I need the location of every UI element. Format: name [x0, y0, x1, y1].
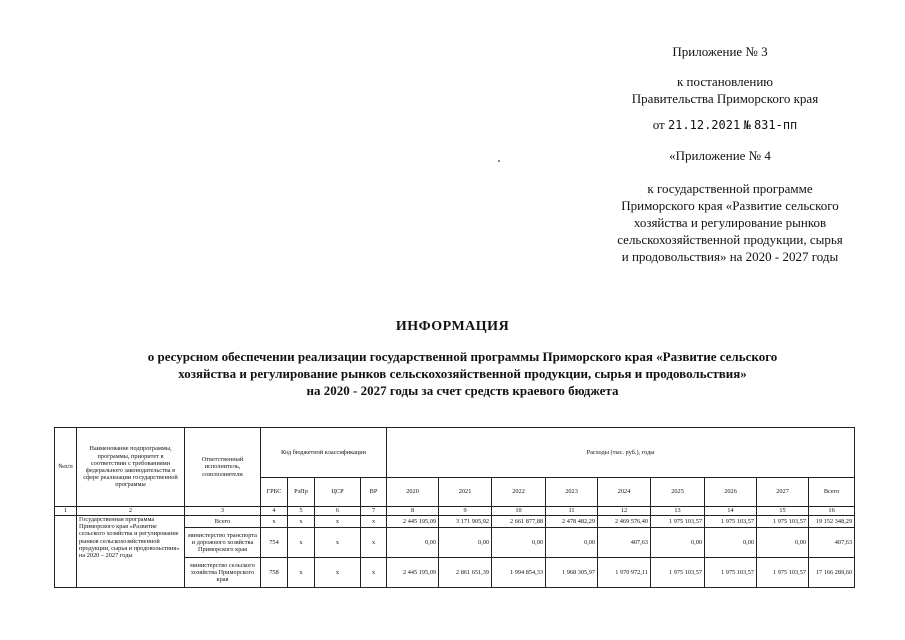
budget-table — [54, 427, 855, 588]
appendix-3-text: Приложение № 3 — [672, 44, 768, 59]
header-budget-code: Код бюджетной классификации — [261, 428, 387, 478]
rzpr-cell: x — [288, 558, 315, 588]
value-total: 19 152 348,29 — [809, 516, 855, 528]
appendix-3-label — [640, 43, 800, 60]
program-name-cell: Государственная программа Приморского края «Развитие сельского хозяйства и регулирование рынков сельскохозяйственной продукции, сырья и продовольствия» на 2020 – 2027 годы — [77, 516, 185, 588]
col-number: 6 — [315, 507, 361, 516]
program-line-2: Приморского края «Развитие сельского — [621, 198, 839, 213]
decree-date: 21.12.2021 — [667, 118, 741, 132]
col-number: 7 — [361, 507, 387, 516]
header-year-2026: 2026 — [705, 478, 757, 507]
col-number: 10 — [492, 507, 546, 516]
header-total: Всего — [809, 478, 855, 507]
col-number: 12 — [598, 507, 651, 516]
header-year-2022: 2022 — [492, 478, 546, 507]
col-number: 16 — [809, 507, 855, 516]
decree-line-1: к постановлению — [676, 74, 774, 89]
decree-line-3 — [600, 116, 850, 134]
value-2027: 1 975 103,57 — [757, 558, 809, 588]
column-number-row — [55, 507, 855, 516]
header-grbs: ГРБС — [261, 478, 288, 507]
document-subtitle — [90, 348, 835, 399]
value-2026: 1 975 103,57 — [705, 516, 757, 528]
vr-cell: x — [361, 528, 387, 558]
value-2022: 0,00 — [492, 528, 546, 558]
col-number: 1 — [55, 507, 77, 516]
vr-cell: x — [361, 558, 387, 588]
decree-from: от — [652, 117, 665, 132]
value-2023: 1 968 305,97 — [546, 558, 598, 588]
col-number: 9 — [439, 507, 492, 516]
header-year-2025: 2025 — [651, 478, 705, 507]
responsible-cell: Всего — [185, 516, 261, 528]
program-line-3: хозяйства и регулирование рынков — [633, 215, 827, 230]
header-program-name: Наименование подпрограммы, программы, приоритет в соответствии с требованиями федерального законодательства в сфере реализации государственной программы — [77, 428, 185, 507]
value-2026: 0,00 — [705, 528, 757, 558]
col-number: 3 — [185, 507, 261, 516]
header-year-2024: 2024 — [598, 478, 651, 507]
value-2025: 0,00 — [651, 528, 705, 558]
col-number: 11 — [546, 507, 598, 516]
appendix-4-label — [640, 147, 800, 164]
grbs-cell: x — [261, 516, 288, 528]
col-number: 2 — [77, 507, 185, 516]
header-year-2027: 2027 — [757, 478, 809, 507]
col-number: 15 — [757, 507, 809, 516]
value-2020: 2 445 195,09 — [387, 516, 439, 528]
vr-cell: x — [361, 516, 387, 528]
appendix-4-text: «Приложение № 4 — [669, 148, 771, 163]
rzpr-cell: x — [288, 528, 315, 558]
header-responsible: Ответственный исполнитель, соисполнители — [185, 428, 261, 507]
value-2021: 0,00 — [439, 528, 492, 558]
subtitle-line-1: о ресурсном обеспечении реализации государственной программы Приморского края «Развитие сельского — [147, 349, 778, 364]
header-row-number: №п/п — [55, 428, 77, 507]
header-csr: ЦСР — [315, 478, 361, 507]
decree-number-sign: № — [743, 118, 751, 132]
value-2023: 2 478 482,29 — [546, 516, 598, 528]
value-2025: 1 975 103,57 — [651, 516, 705, 528]
program-line-4: сельскохозяйственной продукции, сырья — [617, 232, 843, 247]
csr-cell: x — [315, 516, 361, 528]
value-2024: 1 970 972,11 — [598, 558, 651, 588]
value-2020: 0,00 — [387, 528, 439, 558]
value-2021: 2 861 651,39 — [439, 558, 492, 588]
header-year-2021: 2021 — [439, 478, 492, 507]
subtitle-line-3: на 2020 - 2027 годы за счет средств краевого бюджета — [306, 383, 619, 398]
document-title: ИНФОРМАЦИЯ — [395, 319, 510, 334]
value-2026: 1 975 103,57 — [705, 558, 757, 588]
value-2022: 1 994 854,33 — [492, 558, 546, 588]
header-vr: ВР — [361, 478, 387, 507]
responsible-cell: министерство сельского хозяйства Приморского края — [185, 558, 261, 588]
program-reference — [580, 180, 880, 265]
header-year-2023: 2023 — [546, 478, 598, 507]
value-total: 17 166 289,60 — [809, 558, 855, 588]
header-expenses: Расходы (тыс. руб.), годы — [387, 428, 855, 478]
value-2027: 0,00 — [757, 528, 809, 558]
value-2027: 1 975 103,57 — [757, 516, 809, 528]
program-line-1: к государственной программе — [647, 181, 813, 196]
grbs-cell: 754 — [261, 528, 288, 558]
decree-reference — [600, 73, 850, 134]
value-2022: 2 661 877,88 — [492, 516, 546, 528]
scan-speck — [498, 160, 500, 162]
col-number: 13 — [651, 507, 705, 516]
decree-line-2: Правительства Приморского края — [631, 91, 819, 106]
value-2024: 407,63 — [598, 528, 651, 558]
col-number: 14 — [705, 507, 757, 516]
decree-number: 831-пп — [753, 118, 798, 132]
header-year-2020: 2020 — [387, 478, 439, 507]
col-number: 8 — [387, 507, 439, 516]
responsible-cell: министерство транспорта и дорожного хозяйства Приморского края — [185, 528, 261, 558]
rzpr-cell: x — [288, 516, 315, 528]
header-rzpr: РзПр — [288, 478, 315, 507]
col-number: 5 — [288, 507, 315, 516]
subtitle-line-2: хозяйства и регулирование рынков сельскохозяйственной продукции, сырья и продовольствия» — [178, 366, 747, 381]
grbs-cell: 758 — [261, 558, 288, 588]
value-2020: 2 445 195,09 — [387, 558, 439, 588]
table-row — [55, 516, 855, 528]
csr-cell: x — [315, 558, 361, 588]
value-2021: 3 171 905,92 — [439, 516, 492, 528]
value-2024: 2 469 576,40 — [598, 516, 651, 528]
value-2025: 1 975 103,57 — [651, 558, 705, 588]
value-total: 407,63 — [809, 528, 855, 558]
row-number-cell — [55, 516, 77, 588]
program-line-5: и продовольствия» на 2020 - 2027 годы — [621, 249, 839, 264]
csr-cell: x — [315, 528, 361, 558]
value-2023: 0,00 — [546, 528, 598, 558]
col-number: 4 — [261, 507, 288, 516]
